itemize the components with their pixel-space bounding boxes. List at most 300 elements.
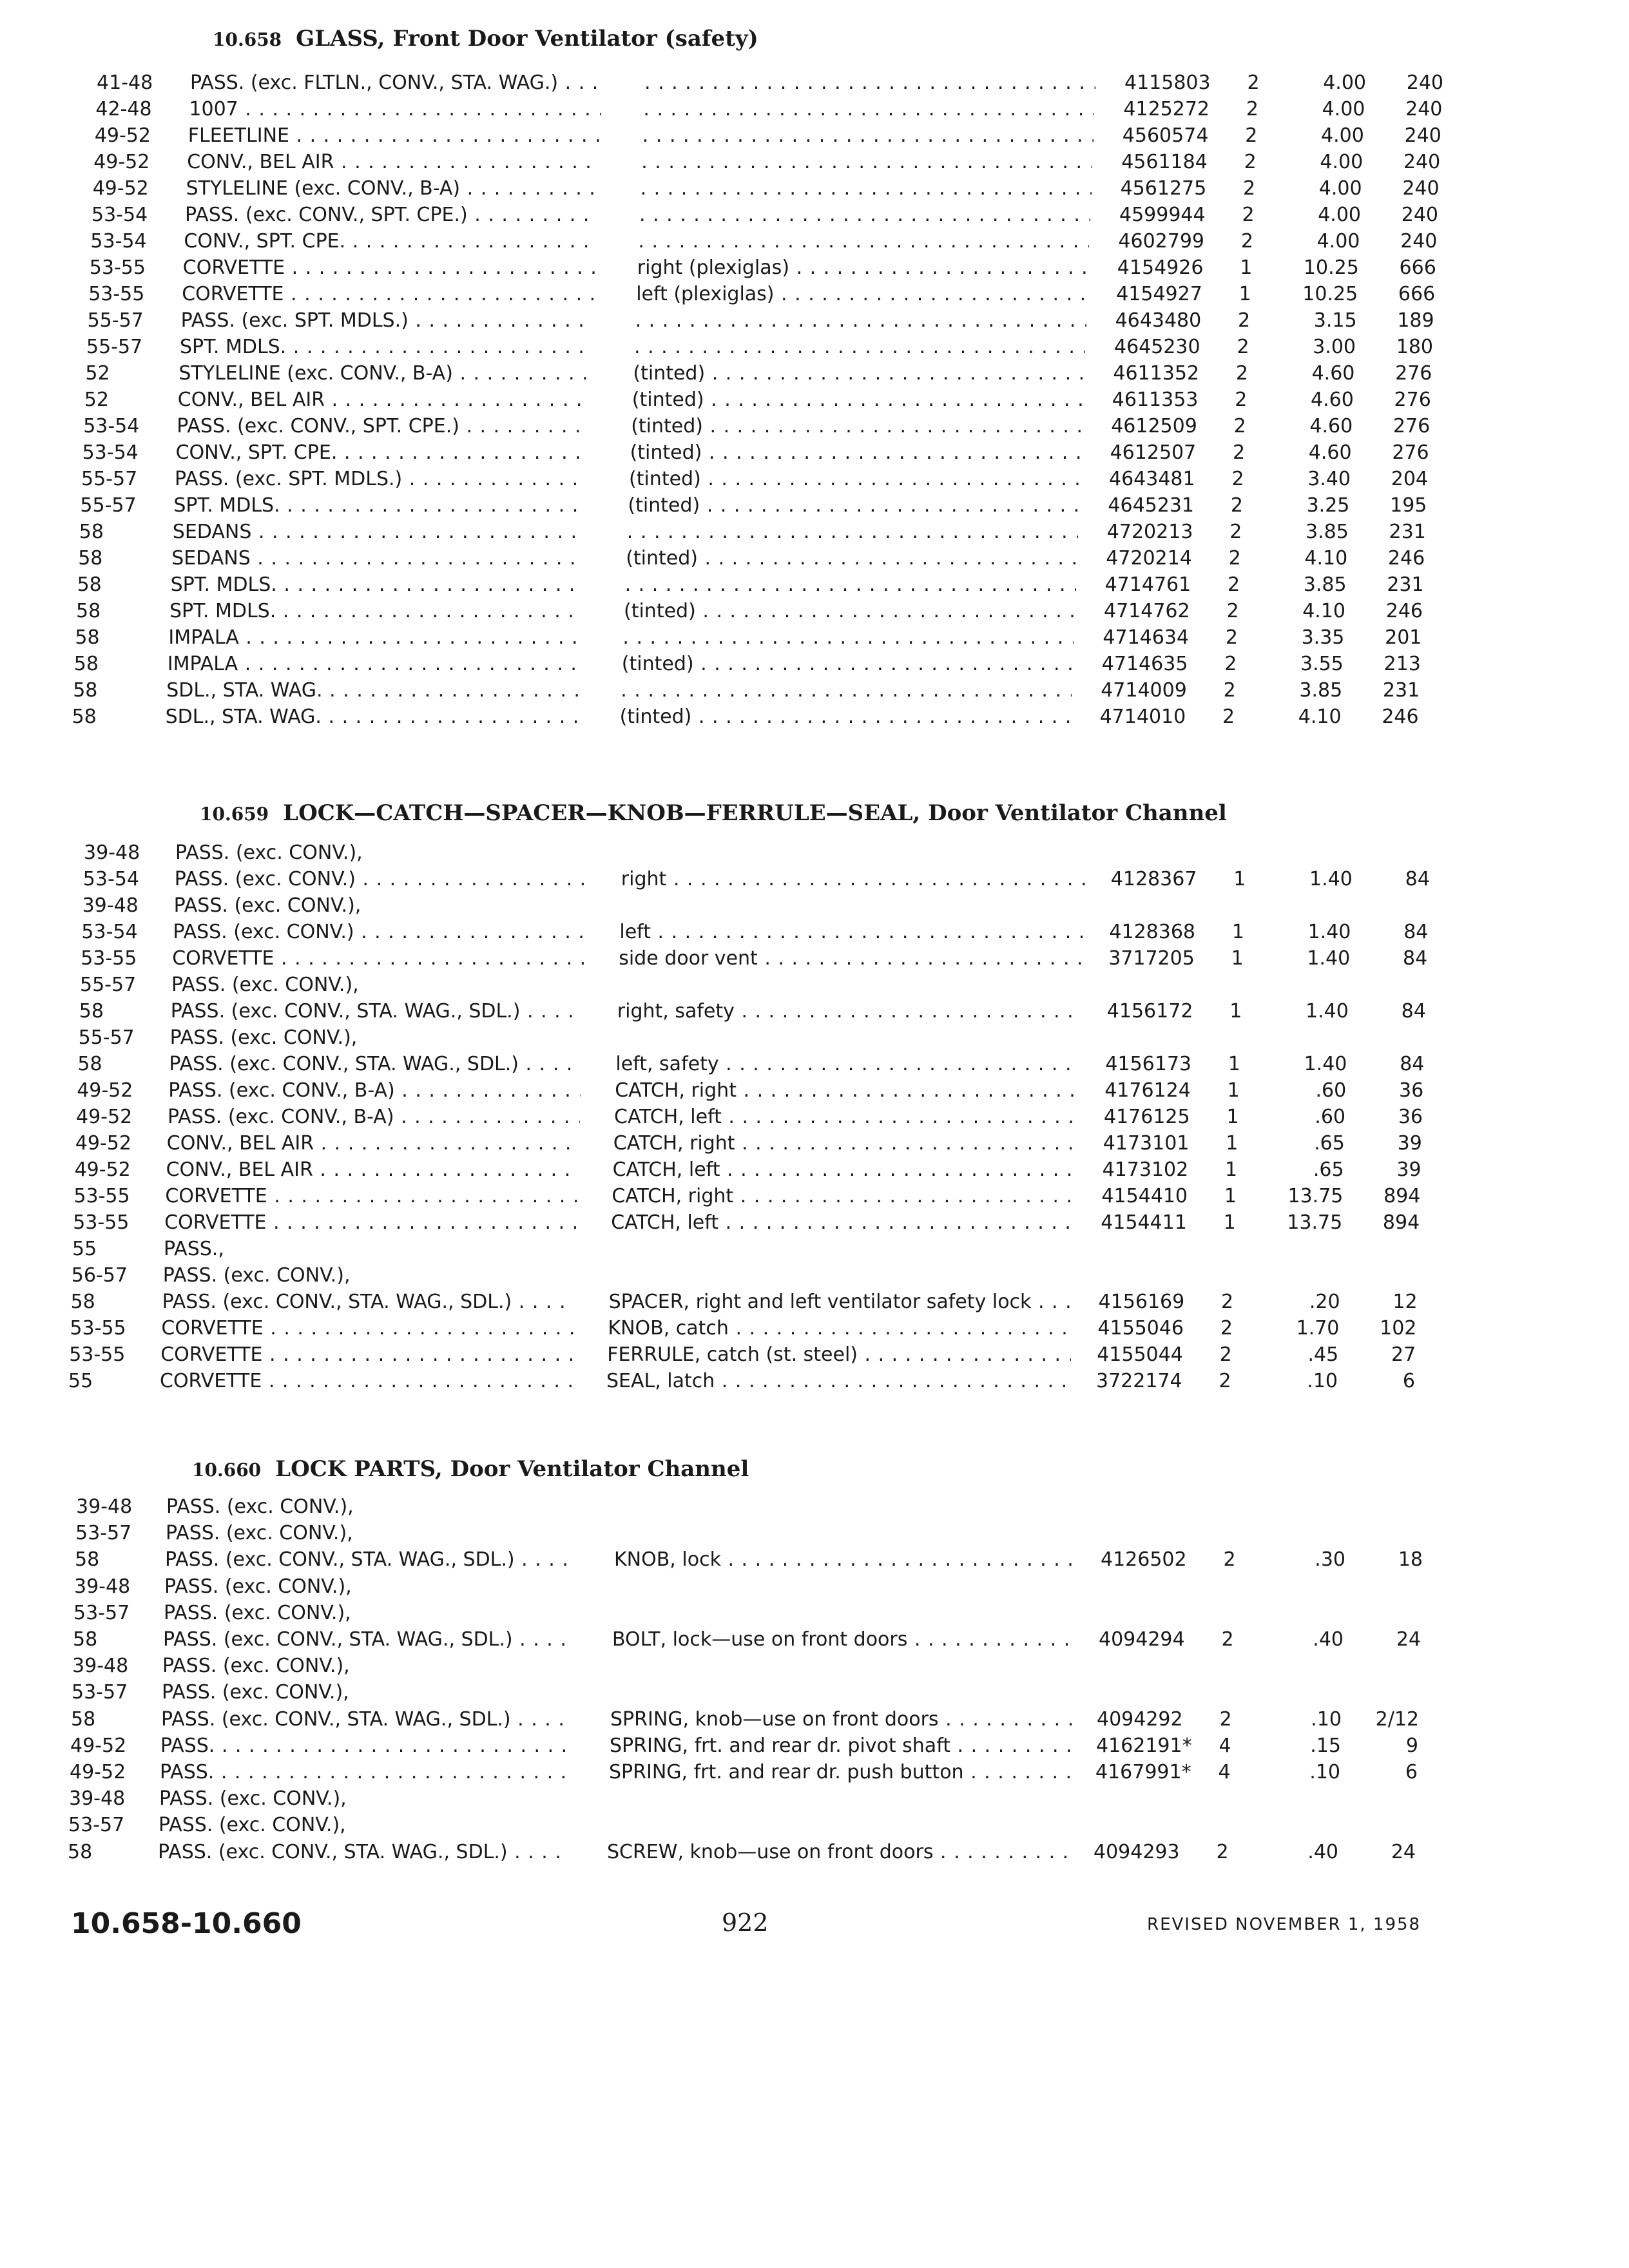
- part-number: 4173101: [1103, 1132, 1190, 1155]
- model-name: PASS. (exc. CONV., STA. WAG., SDL.) . . .: [165, 1546, 577, 1573]
- model-name: CONV., SPT. CPE. . . .: [176, 439, 588, 466]
- quantity: 2: [1235, 362, 1248, 385]
- model-name: IMPALA . . .: [168, 624, 581, 651]
- list-price: 3.85: [1303, 573, 1347, 596]
- year-range: 39-48: [72, 1655, 129, 1678]
- table-row: [0, 96, 1629, 122]
- part-number: 4094294: [1099, 1628, 1185, 1651]
- list-price: 4.10: [1298, 706, 1342, 728]
- year-range: 58: [75, 626, 100, 649]
- list-price: 4.00: [1322, 98, 1365, 120]
- part-number: 4561184: [1121, 151, 1208, 173]
- table-row: [0, 1494, 1629, 1520]
- price-per-dozen: 195: [1390, 494, 1427, 517]
- model-name: PASS. (exc. CONV., STA. WAG., SDL.) . . .: [163, 1626, 575, 1653]
- part-number: 4714761: [1104, 573, 1191, 596]
- part-number: 4173102: [1102, 1158, 1189, 1181]
- year-range: 53-54: [82, 868, 139, 890]
- model-name: CORVETTE . . .: [161, 1315, 574, 1341]
- year-range: 49-52: [92, 177, 149, 200]
- year-range: 58: [76, 600, 101, 622]
- year-range: 58: [79, 521, 104, 543]
- model-name: CONV., BEL AIR . . .: [167, 1130, 579, 1157]
- table-row: [0, 307, 1629, 334]
- year-range: 53-54: [92, 204, 148, 226]
- quantity: 2: [1226, 600, 1239, 622]
- year-range: 58: [79, 1000, 104, 1023]
- part-description: left, safety . . .: [615, 1051, 1079, 1077]
- part-description: (tinted) . . .: [629, 466, 1080, 492]
- year-range: 55-57: [78, 1026, 135, 1049]
- quantity: 2: [1222, 706, 1235, 728]
- part-number: 4714010: [1099, 706, 1186, 728]
- table-row: [0, 70, 1629, 96]
- model-name: PASS. (exc. CONV.),: [159, 1787, 347, 1811]
- part-description: KNOB, lock . . .: [614, 1546, 1078, 1573]
- part-number: 4126502: [1101, 1548, 1187, 1571]
- part-number: 4176124: [1104, 1079, 1191, 1102]
- quantity: 2: [1238, 309, 1251, 332]
- year-range: 53-54: [81, 921, 138, 943]
- year-range: 49-52: [70, 1761, 126, 1783]
- table-row: [0, 334, 1629, 360]
- part-number: 4599944: [1119, 204, 1206, 226]
- price-per-dozen: 12: [1393, 1291, 1418, 1313]
- year-range: 52: [85, 362, 110, 385]
- quantity: 1: [1231, 921, 1244, 943]
- price-per-dozen: 894: [1383, 1185, 1421, 1207]
- table-row: [0, 1839, 1629, 1865]
- list-price: 4.00: [1321, 124, 1364, 147]
- quantity: 1: [1223, 1211, 1236, 1234]
- section-number: 10.659: [200, 803, 269, 825]
- price-per-dozen: 84: [1403, 921, 1429, 943]
- list-price: 4.60: [1311, 362, 1355, 385]
- footer-revised-date: REVISED NOVEMBER 1, 1958: [1147, 1915, 1422, 1934]
- quantity: 2: [1216, 1840, 1229, 1863]
- quantity: 2: [1245, 124, 1258, 147]
- year-range: 58: [77, 573, 102, 596]
- model-name: PASS. (exc. SPT. MDLS.) . . .: [181, 307, 593, 334]
- table-row: [0, 360, 1629, 387]
- model-name: PASS. (exc. CONV.) . . .: [173, 919, 585, 945]
- table-row: [0, 892, 1629, 919]
- table-row: [0, 704, 1629, 730]
- year-range: 56-57: [71, 1264, 128, 1287]
- quantity: 1: [1239, 283, 1251, 305]
- price-per-dozen: 246: [1382, 706, 1419, 728]
- table-row: [0, 413, 1629, 439]
- table-row: [0, 1626, 1629, 1653]
- list-price: 4.60: [1308, 441, 1352, 464]
- list-price: .40: [1307, 1840, 1338, 1863]
- price-per-dozen: 240: [1405, 98, 1443, 120]
- model-name: CORVETTE . . .: [164, 1209, 577, 1236]
- price-per-dozen: 240: [1402, 177, 1440, 200]
- model-name: SPT. MDLS. . . .: [173, 492, 586, 519]
- model-name: PASS. (exc. CONV.),: [159, 1814, 346, 1837]
- part-number: 4162191*: [1096, 1734, 1192, 1757]
- part-description: [639, 202, 1090, 228]
- part-description: right . . .: [621, 866, 1085, 892]
- year-range: 53-55: [88, 283, 145, 305]
- quantity: 2: [1242, 204, 1255, 226]
- model-name: CONV., BEL AIR . . .: [187, 149, 599, 175]
- price-per-dozen: 2/12: [1375, 1707, 1419, 1731]
- table-row: [0, 1077, 1629, 1104]
- model-name: CORVETTE . . .: [183, 255, 595, 281]
- quantity: 2: [1220, 1317, 1233, 1340]
- price-per-dozen: 9: [1405, 1734, 1418, 1757]
- part-description: BOLT, lock—use on front doors . . .: [612, 1626, 1076, 1653]
- part-number: 4154927: [1116, 283, 1202, 305]
- list-price: 4.00: [1323, 72, 1366, 94]
- table-row: [0, 1706, 1629, 1733]
- year-range: 53-54: [83, 415, 140, 437]
- quantity: 1: [1226, 1106, 1239, 1128]
- price-per-dozen: 84: [1400, 1053, 1425, 1075]
- part-number: 4560574: [1122, 124, 1209, 147]
- part-description: CATCH, right . . .: [613, 1130, 1077, 1157]
- year-range: 39-48: [69, 1787, 126, 1811]
- model-name: CORVETTE . . .: [182, 281, 594, 307]
- part-description: CATCH, left . . .: [613, 1157, 1077, 1183]
- model-name: FLEETLINE . . .: [188, 122, 601, 149]
- part-description: left . . .: [619, 919, 1083, 945]
- part-description: [643, 96, 1094, 122]
- section-title: LOCK PARTS, Door Ventilator Channel: [275, 1456, 749, 1482]
- table-row: [0, 972, 1629, 998]
- list-price: 1.40: [1304, 1053, 1347, 1075]
- list-price: .45: [1307, 1343, 1339, 1366]
- year-range: 49-52: [70, 1734, 127, 1757]
- table-row: [0, 1130, 1629, 1157]
- model-name: CORVETTE . . .: [172, 945, 584, 972]
- list-price: .15: [1310, 1734, 1341, 1757]
- quantity: 2: [1233, 415, 1246, 437]
- part-number: 4156172: [1106, 1000, 1193, 1023]
- part-number: 4643481: [1109, 468, 1195, 490]
- year-range: 42-48: [95, 98, 152, 120]
- price-per-dozen: 189: [1397, 309, 1434, 332]
- price-per-dozen: 84: [1403, 947, 1428, 970]
- part-number: 4155044: [1097, 1343, 1183, 1366]
- year-range: 55-57: [80, 974, 137, 996]
- model-name: SDL., STA. WAG. . . .: [166, 677, 579, 704]
- list-price: .60: [1315, 1079, 1347, 1102]
- model-name: PASS. (exc. CONV.) . . .: [175, 866, 587, 892]
- part-description: CATCH, left . . .: [614, 1104, 1078, 1130]
- list-price: 13.75: [1287, 1211, 1343, 1234]
- quantity: 2: [1235, 389, 1248, 411]
- table-row: [0, 651, 1629, 677]
- list-price: 13.75: [1287, 1185, 1344, 1207]
- model-name: PASS. (exc. CONV.),: [162, 1681, 349, 1704]
- year-range: 55: [68, 1370, 93, 1392]
- part-description: KNOB, catch . . .: [608, 1315, 1072, 1341]
- section-number: 10.660: [192, 1459, 262, 1481]
- year-range: 49-52: [76, 1106, 133, 1128]
- part-number: 4611353: [1112, 389, 1199, 411]
- year-range: 49-52: [93, 151, 150, 173]
- model-name: PASS. (exc. CONV.),: [166, 1495, 354, 1518]
- table-row: [0, 1315, 1629, 1341]
- quantity: 4: [1218, 1761, 1231, 1783]
- table-row: [0, 175, 1629, 202]
- quantity: 2: [1228, 547, 1241, 570]
- year-range: 53-55: [73, 1185, 130, 1207]
- year-range: 53-57: [73, 1601, 130, 1624]
- quantity: 2: [1224, 653, 1237, 675]
- price-per-dozen: 240: [1406, 72, 1443, 94]
- table-row: [0, 1236, 1629, 1262]
- part-description: SPRING, frt. and rear dr. pivot shaft . . .: [610, 1733, 1074, 1759]
- part-description: CATCH, left . . .: [611, 1209, 1075, 1236]
- list-price: 3.40: [1307, 468, 1351, 490]
- year-range: 53-57: [72, 1681, 128, 1704]
- list-price: .10: [1309, 1761, 1340, 1783]
- year-range: 58: [68, 1840, 93, 1863]
- table-row: [0, 1289, 1629, 1315]
- part-number: 4612509: [1111, 415, 1197, 437]
- table-row: [0, 492, 1629, 519]
- model-name: PASS. . . .: [160, 1733, 573, 1759]
- table-row: [0, 1262, 1629, 1289]
- year-range: 39-48: [74, 1575, 131, 1598]
- year-range: 49-52: [75, 1132, 131, 1155]
- part-description: right, safety . . .: [617, 998, 1081, 1024]
- part-description: (tinted) . . .: [630, 439, 1081, 466]
- part-number: 4720213: [1106, 521, 1193, 543]
- list-price: 1.40: [1307, 921, 1351, 943]
- section-heading: [200, 800, 1227, 826]
- table-row: [0, 1024, 1629, 1051]
- model-name: 1007 . . .: [189, 96, 601, 122]
- table-row: [0, 149, 1629, 175]
- list-price: 4.10: [1304, 547, 1348, 570]
- price-per-dozen: 231: [1389, 521, 1426, 543]
- part-number: 4720214: [1106, 547, 1192, 570]
- list-price: 4.00: [1318, 204, 1361, 226]
- model-name: PASS. (exc. FLTLN., CONV., STA. WAG.) . . .: [190, 70, 602, 96]
- table-row: [0, 624, 1629, 651]
- part-number: 4611352: [1113, 362, 1199, 385]
- part-description: (tinted) . . .: [626, 545, 1077, 572]
- table-row: [0, 1520, 1629, 1546]
- year-range: 49-52: [74, 1158, 131, 1181]
- list-price: 4.00: [1316, 230, 1360, 253]
- list-price: 4.10: [1302, 600, 1345, 622]
- quantity: 1: [1225, 1158, 1238, 1181]
- model-name: CONV., SPT. CPE. . . .: [184, 228, 596, 255]
- part-description: SCREW, knob—use on front doors . . .: [607, 1839, 1071, 1865]
- year-range: 53-55: [81, 947, 137, 970]
- table-row: [0, 1157, 1629, 1183]
- model-name: CORVETTE . . .: [160, 1368, 572, 1394]
- model-name: IMPALA . . .: [168, 651, 580, 677]
- price-per-dozen: 102: [1380, 1317, 1417, 1340]
- part-description: SPRING, frt. and rear dr. push button . . .: [609, 1759, 1073, 1785]
- part-number: 4154411: [1101, 1211, 1187, 1234]
- part-description: (tinted) . . .: [622, 651, 1073, 677]
- list-price: 3.15: [1313, 309, 1357, 332]
- list-price: 1.40: [1309, 868, 1353, 890]
- table-row: [0, 1341, 1629, 1368]
- part-number: 4128367: [1110, 868, 1197, 890]
- table-row: [0, 1600, 1629, 1626]
- list-price: 4.00: [1318, 177, 1362, 200]
- quantity: 2: [1219, 1343, 1232, 1366]
- quantity: 2: [1246, 98, 1258, 120]
- part-number: 3717205: [1108, 947, 1195, 970]
- price-per-dozen: 36: [1398, 1106, 1423, 1128]
- table-row: [0, 1368, 1629, 1394]
- table-row: [0, 387, 1629, 413]
- model-name: CONV., BEL AIR . . .: [166, 1157, 579, 1183]
- quantity: 1: [1229, 1000, 1242, 1023]
- table-row: [0, 1679, 1629, 1706]
- list-price: 10.25: [1302, 283, 1358, 305]
- part-description: CATCH, right . . .: [612, 1183, 1075, 1209]
- list-price: 1.70: [1296, 1317, 1340, 1340]
- table-row: [0, 228, 1629, 255]
- quantity: 1: [1228, 1053, 1240, 1075]
- year-range: 55-57: [86, 336, 143, 358]
- part-description: [634, 334, 1085, 360]
- quantity: 1: [1227, 1079, 1240, 1102]
- year-range: 53-55: [70, 1317, 126, 1340]
- part-number: 4155046: [1097, 1317, 1184, 1340]
- table-row: [0, 1209, 1629, 1236]
- table-row: [0, 122, 1629, 149]
- table-row: [0, 998, 1629, 1024]
- quantity: 2: [1221, 1628, 1234, 1651]
- list-price: 10.25: [1303, 256, 1359, 279]
- table-row: [0, 1183, 1629, 1209]
- part-number: 4094293: [1094, 1840, 1180, 1863]
- year-range: 58: [73, 679, 98, 702]
- part-number: 4714634: [1103, 626, 1189, 649]
- model-name: SEDANS . . .: [171, 545, 584, 572]
- price-per-dozen: 276: [1395, 362, 1432, 385]
- model-name: PASS. (exc. CONV.),: [162, 1655, 350, 1678]
- list-price: .20: [1309, 1291, 1340, 1313]
- part-number: 4094292: [1097, 1707, 1183, 1731]
- year-range: 53-57: [68, 1814, 125, 1837]
- year-range: 55: [72, 1238, 97, 1260]
- part-number: 4156169: [1098, 1291, 1185, 1313]
- price-per-dozen: 84: [1405, 868, 1430, 890]
- year-range: 55-57: [87, 309, 144, 332]
- section-heading: [213, 26, 758, 52]
- quantity: 1: [1240, 256, 1253, 279]
- year-range: 55-57: [80, 494, 137, 517]
- quantity: 4: [1219, 1734, 1231, 1757]
- section-heading: [192, 1456, 749, 1482]
- table-row: [0, 281, 1629, 307]
- part-description: right (plexiglas) . . .: [637, 255, 1088, 281]
- section-number: 10.658: [213, 29, 282, 50]
- table-row: [0, 945, 1629, 972]
- list-price: .10: [1307, 1370, 1338, 1392]
- part-description: (tinted) . . .: [624, 598, 1075, 624]
- model-name: PASS. (exc. CONV., B-A) . . .: [168, 1104, 580, 1130]
- price-per-dozen: 24: [1396, 1628, 1421, 1651]
- list-price: .65: [1313, 1158, 1344, 1181]
- price-per-dozen: 276: [1393, 415, 1431, 437]
- quantity: 2: [1233, 441, 1246, 464]
- part-number: 4128368: [1109, 921, 1195, 943]
- table-row: [0, 202, 1629, 228]
- price-per-dozen: 894: [1382, 1211, 1420, 1234]
- model-name: PASS. (exc. CONV.),: [173, 894, 361, 917]
- price-per-dozen: 201: [1385, 626, 1422, 649]
- table-row: [0, 439, 1629, 466]
- year-range: 39-48: [76, 1495, 133, 1518]
- table-row: [0, 1051, 1629, 1077]
- part-description: (tinted) . . .: [628, 492, 1079, 519]
- table-row: [0, 466, 1629, 492]
- part-description: (tinted) . . .: [633, 360, 1084, 387]
- part-number: 4154926: [1117, 256, 1204, 279]
- list-price: 3.85: [1306, 521, 1349, 543]
- section-title: GLASS, Front Door Ventilator (safety): [296, 26, 758, 52]
- model-name: CORVETTE . . .: [165, 1183, 577, 1209]
- model-name: PASS.,: [164, 1238, 224, 1260]
- year-range: 49-52: [94, 124, 151, 147]
- model-name: PASS. (exc. CONV.),: [166, 1522, 353, 1545]
- model-name: PASS. (exc. CONV., STA. WAG., SDL.) . . .: [169, 1051, 581, 1077]
- year-range: 58: [73, 653, 99, 675]
- price-per-dozen: 39: [1397, 1132, 1422, 1155]
- part-description: (tinted) . . .: [620, 704, 1071, 730]
- price-per-dozen: 276: [1392, 441, 1429, 464]
- table-row: [0, 1785, 1629, 1812]
- table-row: [0, 545, 1629, 572]
- list-price: 1.40: [1306, 1000, 1349, 1023]
- year-range: 53-55: [89, 256, 146, 279]
- footer-page-number: 922: [722, 1908, 769, 1937]
- year-range: 55-57: [81, 468, 138, 490]
- table-row: [0, 1546, 1629, 1573]
- model-name: SPT. MDLS. . . .: [171, 572, 583, 598]
- table-row: [0, 866, 1629, 892]
- part-number: 4714762: [1104, 600, 1190, 622]
- table-row: [0, 1759, 1629, 1785]
- list-price: .60: [1315, 1106, 1345, 1128]
- quantity: 2: [1240, 230, 1253, 253]
- year-range: 53-55: [73, 1211, 130, 1234]
- model-name: SEDANS . . .: [173, 519, 585, 545]
- part-number: 4714009: [1101, 679, 1187, 702]
- quantity: 2: [1228, 573, 1240, 596]
- quantity: 2: [1223, 1548, 1236, 1571]
- table-row: [0, 919, 1629, 945]
- part-number: 4602799: [1118, 230, 1204, 253]
- part-number: 4612507: [1110, 441, 1197, 464]
- table-row: [0, 1653, 1629, 1679]
- quantity: 2: [1223, 679, 1236, 702]
- model-name: SDL., STA. WAG. . . .: [166, 704, 578, 730]
- model-name: SPT. MDLS. . . .: [180, 334, 592, 360]
- table-row: [0, 572, 1629, 598]
- year-range: 58: [78, 547, 103, 570]
- list-price: 1.40: [1307, 947, 1351, 970]
- part-description: SEAL, latch . . .: [606, 1368, 1070, 1394]
- part-description: [625, 572, 1076, 598]
- year-range: 52: [84, 389, 109, 411]
- part-number: 4154410: [1101, 1185, 1188, 1207]
